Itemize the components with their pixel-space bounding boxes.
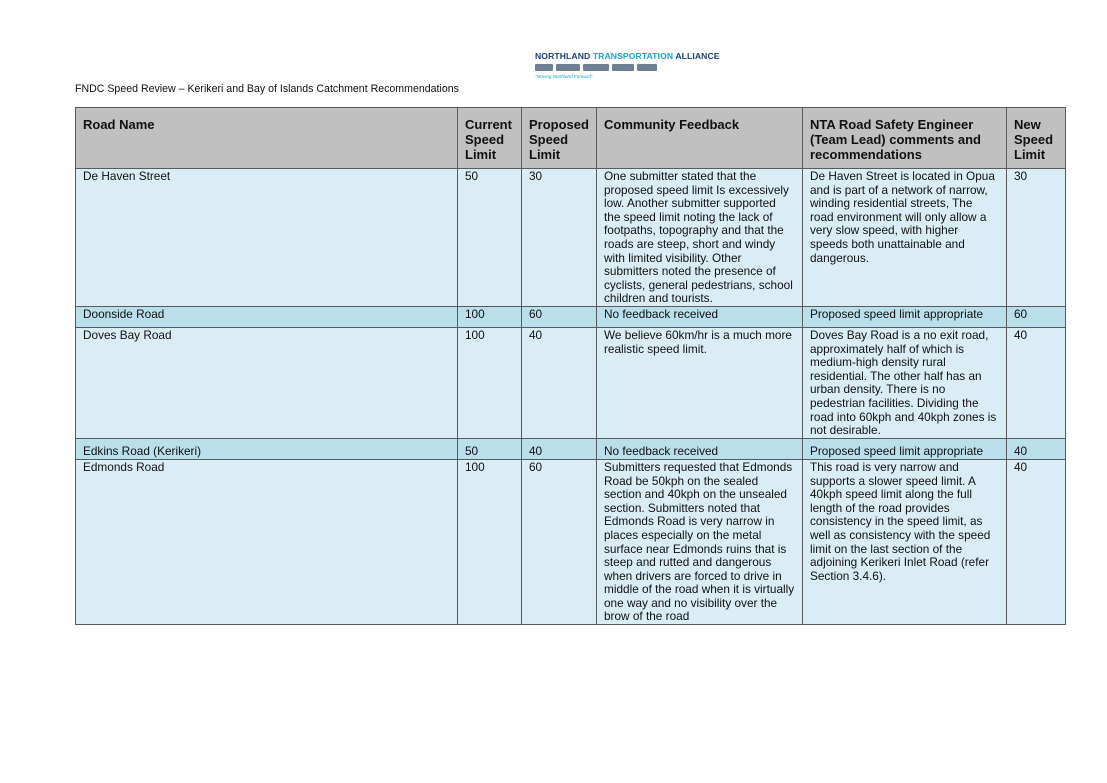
cell-proposed-limit: 40: [522, 327, 597, 438]
logo-tagline: "Moving Northland Forward": [535, 74, 593, 79]
cell-current-limit: 100: [458, 459, 522, 624]
logo-word-transportation: TRANSPORTATION: [592, 51, 674, 61]
header-proposed-speed-limit: Proposed Speed Limit: [522, 108, 597, 169]
cell-community-feedback: No feedback received: [597, 438, 803, 459]
header-new-speed-limit: New Speed Limit: [1007, 108, 1066, 169]
partner-logo: [583, 64, 609, 71]
nta-logo: [535, 51, 720, 83]
speed-review-table: [75, 107, 1066, 625]
cell-community-feedback: One submitter stated that the proposed speed limit Is excessively low. Another submitter supported the speed limit noting the lack of footpaths, topography and that the roads are steep, short and windy with limited visibility. Other submitters noted the presence of cyclists, general pedestrians, school children and tourists.: [597, 169, 803, 307]
cell-new-limit: 30: [1007, 169, 1066, 307]
cell-proposed-limit: 40: [522, 438, 597, 459]
cell-community-feedback: Submitters requested that Edmonds Road be 50kph on the sealed section and 40kph on the unsealed section. Submitters noted that Edmonds Road is very narrow in places especially on the metal surface near Edmonds ruins that is steep and rutted and dangerous when drivers are forced to drive in middle of the road when it is virtually one way and no visibility over the brow of the road: [597, 459, 803, 624]
header-current-speed-limit: Current Speed Limit: [458, 108, 522, 169]
document-title: FNDC Speed Review – Kerikeri and Bay of Islands Catchment Recommendations: [75, 83, 459, 95]
cell-current-limit: 100: [458, 327, 522, 438]
cell-engineer-comments: Doves Bay Road is a no exit road, approximately half of which is medium-high density rural residential. The other half has an urban density. There is no pedestrian facilities. Dividing the road into 60kph and 40kph zones is not desirable.: [803, 327, 1007, 438]
table-row: [76, 306, 1066, 327]
cell-new-limit: 40: [1007, 438, 1066, 459]
cell-new-limit: 40: [1007, 459, 1066, 624]
cell-engineer-comments: Proposed speed limit appropriate: [803, 306, 1007, 327]
cell-new-limit: 60: [1007, 306, 1066, 327]
table-row: [76, 327, 1066, 438]
cell-community-feedback: We believe 60km/hr is a much more realistic speed limit.: [597, 327, 803, 438]
cell-community-feedback: No feedback received: [597, 306, 803, 327]
cell-engineer-comments: Proposed speed limit appropriate: [803, 438, 1007, 459]
header-community-feedback: Community Feedback: [597, 108, 803, 169]
partner-logo: [637, 64, 657, 71]
cell-new-limit: 40: [1007, 327, 1066, 438]
logo-word-northland: NORTHLAND: [535, 51, 591, 61]
cell-road-name: Edmonds Road: [76, 459, 458, 624]
table-row: [76, 169, 1066, 307]
cell-proposed-limit: 60: [522, 459, 597, 624]
partner-logo: [535, 64, 553, 71]
partner-logos: [535, 62, 705, 73]
cell-road-name: Edkins Road (Kerikeri): [76, 438, 458, 459]
cell-engineer-comments: De Haven Street is located in Opua and is part of a network of narrow, winding residential streets, The road environment will only allow a very slow speed, with higher speeds both unattainable and dangerous.: [803, 169, 1007, 307]
partner-logo: [612, 64, 634, 71]
header-engineer-comments: NTA Road Safety Engineer (Team Lead) comments and recommendations: [803, 108, 1007, 169]
cell-engineer-comments: This road is very narrow and supports a slower speed limit. A 40kph speed limit along the full length of the road provides consistency in the speed limit, as well as consistency with the speed limit on the last section of the adjoining Kerikeri Inlet Road (refer Section 3.4.6).: [803, 459, 1007, 624]
logo-wordmark: [535, 51, 720, 61]
table-header-row: [76, 108, 1066, 169]
cell-road-name: Doonside Road: [76, 306, 458, 327]
cell-proposed-limit: 60: [522, 306, 597, 327]
cell-road-name: De Haven Street: [76, 169, 458, 307]
cell-proposed-limit: 30: [522, 169, 597, 307]
cell-current-limit: 50: [458, 169, 522, 307]
logo-word-alliance: ALLIANCE: [675, 51, 720, 61]
table-row: [76, 438, 1066, 459]
header-road-name: Road Name: [76, 108, 458, 169]
table-row: [76, 459, 1066, 624]
cell-current-limit: 100: [458, 306, 522, 327]
partner-logo: [556, 64, 580, 71]
cell-road-name: Doves Bay Road: [76, 327, 458, 438]
cell-current-limit: 50: [458, 438, 522, 459]
